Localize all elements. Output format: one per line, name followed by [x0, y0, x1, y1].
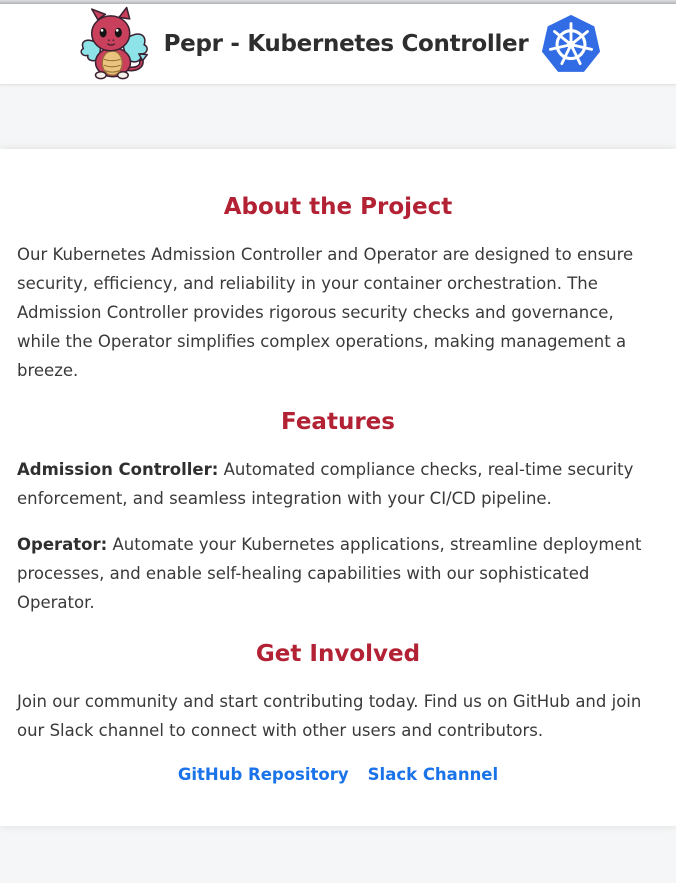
page-title: Pepr - Kubernetes Controller: [163, 31, 529, 57]
get-involved-text: Join our community and start contributing today. Find us on GitHub and join our Slack channel to connect with other users and contributors.: [17, 692, 642, 740]
kubernetes-helm-icon: [540, 13, 602, 75]
header: [0, 4, 676, 85]
feature-admission-paragraph: [17, 455, 659, 513]
pepr-dragon-icon: [74, 6, 152, 82]
links-row: [17, 765, 659, 784]
feature-operator-paragraph: [17, 530, 659, 617]
slack-channel-link[interactable]: Slack Channel: [367, 765, 499, 784]
github-repository-link[interactable]: GitHub Repository: [177, 765, 349, 784]
get-involved-paragraph: [17, 687, 659, 745]
feature-admission-lead: Admission Controller:: [17, 460, 219, 479]
about-paragraph-text: Our Kubernetes Admission Controller and Operator are designed to ensure security, efficiency, and reliability in your container orchestration. The Admission Controller provides rigorous security checks and governance, while the Operator simplifies complex operations, making management a breeze.: [17, 245, 634, 380]
about-paragraph: [17, 240, 659, 385]
section-heading-features: Features: [281, 409, 395, 435]
content-card: [0, 149, 676, 826]
feature-operator-text: Automate your Kubernetes applications, streamline deployment processes, and enable self-healing capabilities with our sophisticated Operator.: [17, 535, 642, 612]
feature-operator-lead: Operator:: [17, 535, 108, 554]
feature-admission-text: Automated compliance checks, real-time security enforcement, and seamless integration with your CI/CD pipeline.: [17, 460, 634, 508]
section-heading-get-involved: Get Involved: [255, 641, 421, 667]
section-heading-about: About the Project: [223, 194, 453, 220]
